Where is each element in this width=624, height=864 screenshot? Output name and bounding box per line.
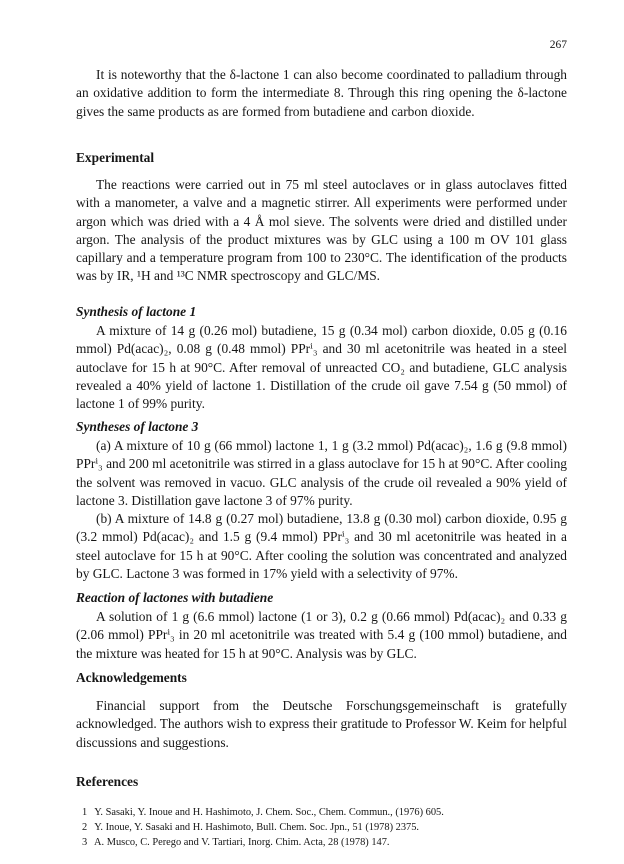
acknowledgements-heading: Acknowledgements [76, 670, 187, 685]
references-heading: References [76, 774, 139, 789]
experimental-paragraph: The reactions were carried out in 75 ml steel autoclaves or in glass autoclaves fitted with a manometer, a valve and a magnetic stirrer. All experiments were performed under argon which was dried with a 4 Å mol sieve. The solvents were dried and distilled under argon. The analysis of the product mixtures was by GLC using a 100 m OV 101 glass capillary and a temperature program from 100 to 230°C. The identification of the products was by IR, ¹H and ¹³C NMR spectroscopy and GLC/MS. [76, 177, 567, 284]
reference-text: Y. Inoue, Y. Sasaki and H. Hashimoto, Bull. Chem. Soc. Jpn., 51 (1978) 2375. [94, 822, 420, 833]
page-number: 267 [549, 39, 567, 51]
lactone3-heading: Syntheses of lactone 3 [76, 419, 199, 434]
lactone1-paragraph: A mixture of 14 g (0.26 mol) butadiene, 15 g (0.34 mol) carbon dioxide, 0.05 g (0.16 mmol) Pd(acac)₂, 0.08 g (0.48 mmol) PPrⁱ₃ and 30 ml acetonitrile was heated in a steel autoclave for 15 h at 90°C. After removal of unreacted CO₂ and butadiene, GLC analysis revealed a 40% yield of lactone 1. Distillation of the crude oil gave 7.54 g (50 mmol) of lactone 1 of 99% purity. [76, 323, 567, 412]
lactone3-paragraph-b: (b) A mixture of 14.8 g (0.27 mol) butadiene, 13.8 g (0.30 mol) carbon dioxide, 0.95 g (3.2 mmol) Pd(acac)₂ and 1.5 g (9.4 mmol) PPrⁱ₃ and 30 ml acetonitrile was heated in a steel autoclave for 15 h at 90°C. After cooling the solution was concentrated and analyzed by GLC. Lactone 3 was formed in 17% yield with a selectivity of 97%. [76, 511, 567, 581]
reference-text: A. Musco, C. Perego and V. Tartiari, Inorg. Chim. Acta, 28 (1978) 147. [94, 837, 390, 848]
reference-number: 2 [82, 822, 88, 833]
reaction-heading: Reaction of lactones with butadiene [76, 590, 274, 605]
reference-item [82, 820, 567, 835]
reference-item [82, 805, 567, 820]
reference-item [82, 835, 567, 850]
experimental-heading: Experimental [76, 150, 155, 165]
reaction-paragraph: A solution of 1 g (6.6 mmol) lactone (1 or 3), 0.2 g (0.66 mmol) Pd(acac)₂ and 0.33 g (2.06 mmol) PPrⁱ₃ in 20 ml acetonitrile was treated with 5.4 g (100 mmol) butadiene, and the mixture was heated for 15 h at 90°C. Analysis was by GLC. [76, 609, 567, 661]
lactone3-paragraph-a: (a) A mixture of 10 g (66 mmol) lactone 1, 1 g (3.2 mmol) Pd(acac)₂, 1.6 g (9.8 mmol) PPrⁱ₃ and 200 ml acetonitrile was stirred in a glass autoclave for 15 h at 90°C. After cooling the solvent was removed in vacuo. GLC analysis of the crude oil revealed a 90% yield of lactone 3. Distillation gave lactone 3 of 97% purity. [76, 438, 567, 508]
lactone1-heading: Synthesis of lactone 1 [76, 304, 197, 319]
intro-paragraph: It is noteworthy that the δ-lactone 1 can also become coordinated to palladium through an oxidative addition to form the intermediate 8. Through this ring opening the δ-lactone gives the same products as are formed from butadiene and carbon dioxide. [76, 67, 567, 119]
reference-number: 1 [82, 807, 88, 818]
references-list [82, 805, 567, 850]
acknowledgements-paragraph: Financial support from the Deutsche Forschungsgemeinschaft is gratefully acknowledged. The authors wish to express their gratitude to Professor W. Keim for helpful discussions and suggestions. [76, 698, 568, 750]
reference-number: 3 [82, 837, 88, 848]
reference-text: Y. Sasaki, Y. Inoue and H. Hashimoto, J. Chem. Soc., Chem. Commun., (1976) 605. [94, 807, 444, 818]
